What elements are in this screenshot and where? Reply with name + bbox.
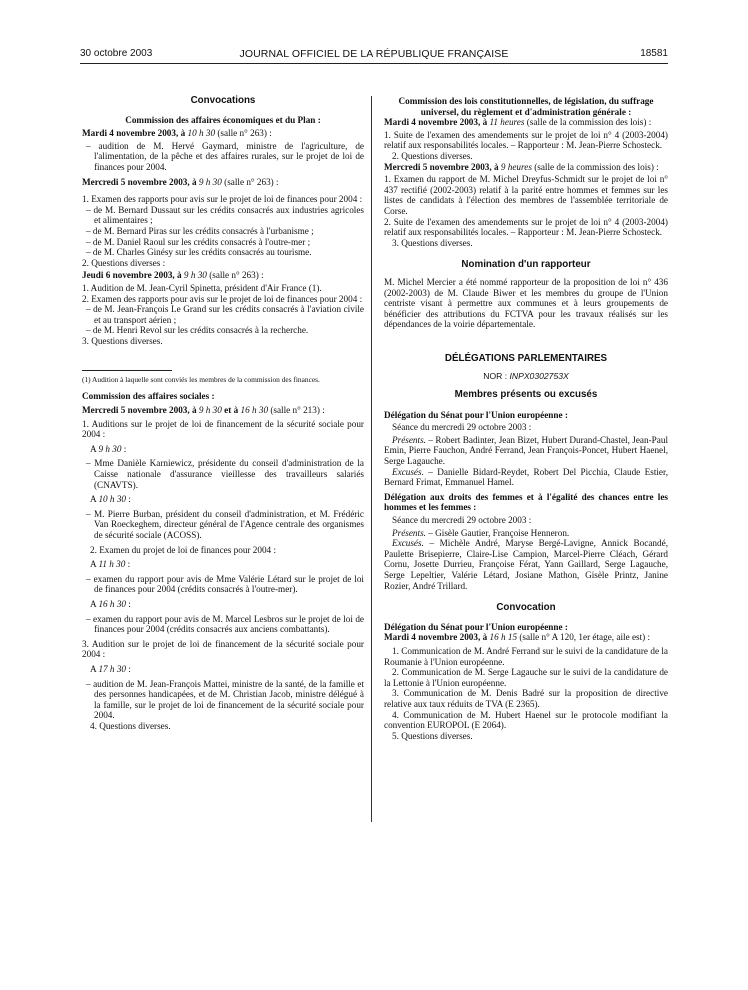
time-slot: A 9 h 30 : bbox=[90, 443, 127, 454]
agenda-item: 3. Questions diverses. bbox=[392, 237, 473, 248]
agenda-item: 1. Suite de l'examen des amendements sur le projet de loi n° 4 (2003-2004) relatif aux responsabilités locales. – Rapporteur : M. Jean-Pierre Schosteck. bbox=[384, 129, 668, 151]
time-slot: A 16 h 30 : bbox=[90, 598, 131, 609]
agenda-item: 1. Auditions sur le projet de loi de financement de la sécurité sociale pour 2004 : bbox=[82, 418, 364, 440]
agenda-item: 4. Questions diverses. bbox=[90, 720, 171, 731]
agenda-item: 2. Questions diverses. bbox=[392, 150, 473, 161]
delegation-title: Délégation aux droits des femmes et à l'égalité des chances entre les hommes et les femmes : bbox=[384, 491, 668, 513]
agenda-item: 5. Questions diverses. bbox=[392, 730, 473, 741]
meeting-date: Mercredi 5 novembre 2003, à 9 h 30 et à 16 h 30 (salle n° 213) : bbox=[82, 405, 325, 416]
agenda-item: 1. Audition de M. Jean-Cyril Spinetta, président d'Air France (1). bbox=[82, 282, 322, 293]
list-item: – de M. Bernard Dussaut sur les crédits consacrés aux industries agricoles et alimentaires ; bbox=[86, 204, 364, 226]
agenda-item: 4. Communication de M. Hubert Haenel sur le protocole modifiant la convention EUROPOL (E 2064). bbox=[384, 709, 668, 731]
nomination-text: M. Michel Mercier a été nommé rapporteur de la proposition de loi n° 436 (2002-2003) de M. Claude Biwer et les membres du groupe de l'Union centriste visant à permettre aux communes et à leurs groupements de bénéficier des attributions du FCTVA pour les travaux réalisés sur les dépendances de la voirie départementale. bbox=[384, 276, 668, 330]
commission-title: Commission des affaires économiques et du Plan : bbox=[125, 114, 321, 125]
journal-title: JOURNAL OFFICIEL DE LA RÉPUBLIQUE FRANÇAISE bbox=[239, 48, 509, 60]
section-title-delegations: DÉLÉGATIONS PARLEMENTAIRES bbox=[444, 352, 608, 364]
agenda-item: 3. Questions diverses. bbox=[82, 335, 163, 346]
nor-reference: NOR : INPX0302753X bbox=[483, 371, 569, 382]
meeting-date: Mardi 4 novembre 2003, à 16 h 15 (salle n° A 120, 1er étage, aile est) : bbox=[384, 632, 651, 643]
list-item: – audition de M. Hervé Gaymard, ministre de l'agriculture, de l'alimentation, de la pêche et des affaires rurales, sur le projet de loi de finances pour 2004. bbox=[86, 140, 364, 172]
delegation-title: Délégation du Sénat pour l'Union européenne : bbox=[384, 409, 568, 420]
agenda-item: 1. Examen du rapport de M. Michel Dreyfus-Schmidt sur le projet de loi n° 437 rectifié (2002-2003) relatif à la parité entre hommes et femmes sur les listes de candidats à l'élection des membres de l'assemblée territoriale de Corse. bbox=[384, 174, 668, 216]
left-column bbox=[82, 96, 364, 732]
right-column bbox=[384, 96, 668, 741]
list-item: – examen du rapport pour avis de M. Marcel Lesbros sur le projet de loi de finances pour 2004 (crédits consacrés aux anciens combattants). bbox=[86, 613, 364, 635]
page-header bbox=[80, 48, 668, 62]
column-divider bbox=[371, 96, 372, 822]
page-number: 18581 bbox=[640, 48, 668, 59]
list-item: – Mme Danièle Karniewicz, présidente du conseil d'administration de la Caisse nationale d'assurance vieillesse des travailleurs salariés (CNAVTS). bbox=[86, 458, 364, 490]
list-item: – de M. Charles Ginésy sur les crédits consacrés au tourisme. bbox=[86, 247, 312, 258]
list-item: – de M. Henri Revol sur les crédits consacrés à la recherche. bbox=[86, 325, 309, 336]
excused-list: Excusés. – Danielle Bidard-Reydet, Robert Del Picchia, Claude Estier, Bernard Frimat, Emmanuel Hamel. bbox=[384, 466, 668, 488]
present-list: Présents. – Gisèle Gautier, Françoise Henneron. bbox=[392, 527, 570, 538]
meeting-date: Jeudi 6 novembre 2003, à 9 h 30 (salle n° 263) : bbox=[82, 270, 264, 281]
header-date: 30 octobre 2003 bbox=[80, 48, 153, 59]
agenda-item: 2. Suite de l'examen des amendements sur le projet de loi n° 4 (2003-2004) relatif aux responsabilités locales. – Rapporteur : M. Jean-Pierre Schosteck. bbox=[384, 216, 668, 238]
agenda-item: 2. Examen des rapports pour avis sur le projet de loi de finances pour 2004 : bbox=[82, 293, 363, 304]
seance-date: Séance du mercredi 29 octobre 2003 : bbox=[392, 422, 532, 433]
list-item: – de M. Bernard Piras sur les crédits consacrés à l'urbanisme ; bbox=[86, 225, 314, 236]
time-slot: A 17 h 30 : bbox=[90, 663, 131, 674]
agenda-item: 1. Communication de M. André Ferrand sur le suivi de la candidature de la Roumanie à l'Union européenne. bbox=[384, 645, 668, 667]
list-item: – examen du rapport pour avis de Mme Valérie Létard sur le projet de loi de finances pour 2004 (crédits consacrés à l'outre-mer). bbox=[86, 573, 364, 595]
seance-date: Séance du mercredi 29 octobre 2003 : bbox=[392, 515, 532, 525]
meeting-date: Mercredi 5 novembre 2003, à 9 heures (salle de la commission des lois) : bbox=[384, 161, 659, 172]
list-item: – M. Pierre Burban, président du conseil d'administration, et M. Frédéric Van Roeckeghem, directeur général de l'Agence centrale des organismes de sécurité sociale (ACOSS). bbox=[86, 508, 364, 540]
list-item: – de M. Daniel Raoul sur les crédits consacrés à l'outre-mer ; bbox=[86, 236, 311, 247]
header-rule bbox=[80, 63, 668, 64]
agenda-item: 2. Communication de M. Serge Lagauche sur le suivi de la candidature de la Lettonie à l'Union européenne. bbox=[384, 667, 668, 688]
commission-title: Commission des affaires sociales : bbox=[82, 391, 215, 402]
list-item: – de M. Jean-François Le Grand sur les crédits consacrés à l'aviation civile et au transport aérien ; bbox=[86, 304, 364, 325]
agenda-item: 2. Questions diverses : bbox=[82, 257, 166, 268]
agenda-item: 3. Communication de M. Denis Badré sur la proposition de directive relative aux taux réduits de TVA (E 2365). bbox=[384, 688, 668, 709]
section-title-convocations: Convocations bbox=[190, 95, 256, 106]
meeting-date: Mercredi 5 novembre 2003, à 9 h 30 (salle n° 263) : bbox=[82, 176, 279, 187]
list-item: – audition de M. Jean-François Mattei, ministre de la santé, de la famille et des personnes handicapées, et de M. Christian Jacob, ministre délégué à la famille, sur le projet de loi de financement de la sécurité sociale pour 2004. bbox=[86, 678, 364, 721]
section-title-membres: Membres présents ou excusés bbox=[454, 389, 598, 401]
time-slot: A 10 h 30 : bbox=[90, 494, 131, 505]
section-title-nomination: Nomination d'un rapporteur bbox=[461, 259, 591, 271]
agenda-item: 2. Examen du projet de loi de finances pour 2004 : bbox=[90, 544, 276, 555]
agenda-item: 1. Examen des rapports pour avis sur le projet de loi de finances pour 2004 : bbox=[82, 194, 363, 205]
present-list: Présents. – Robert Badinter, Jean Bizet, Hubert Durand-Chastel, Jean-Paul Emin, Pierre Fauchon, André Ferrand, Jean François-Poncet, Hubert Haenel, Serge Lagauche. bbox=[384, 434, 668, 467]
excused-list: Excusés. – Michèle André, Maryse Bergé-Lavigne, Annick Bocandé, Paulette Brisepierre, Claire-Lise Campion, Marcel-Pierre Cléach, Gérard Cornu, Josette Durrieu, Françoise Férat, Yann Gaillard, Serge Lagauche, Serge Lepeltier, Valérie Létard, Josiane Mathon, Gisèle Printz, Janine Rozier, André Trillard. bbox=[384, 538, 668, 591]
delegation-title: Délégation du Sénat pour l'Union européenne : bbox=[384, 621, 568, 632]
section-title-convocation: Convocation bbox=[496, 602, 556, 614]
footnote: (1) Audition à laquelle sont conviés les membres de la commission des finances. bbox=[82, 375, 320, 385]
agenda-item: 3. Audition sur le projet de loi de financement de la sécurité sociale pour 2004 : bbox=[82, 638, 364, 660]
meeting-date: Mardi 4 novembre 2003, à 11 heures (salle de la commission des lois) : bbox=[384, 117, 652, 128]
commission-title: Commission des lois constitutionnelles, de législation, du suffrage universel, du règlement et d'administration générale : bbox=[398, 96, 654, 117]
meeting-date: Mardi 4 novembre 2003, à 10 h 30 (salle n° 263) : bbox=[82, 128, 272, 139]
time-slot: A 11 h 30 : bbox=[90, 559, 131, 570]
